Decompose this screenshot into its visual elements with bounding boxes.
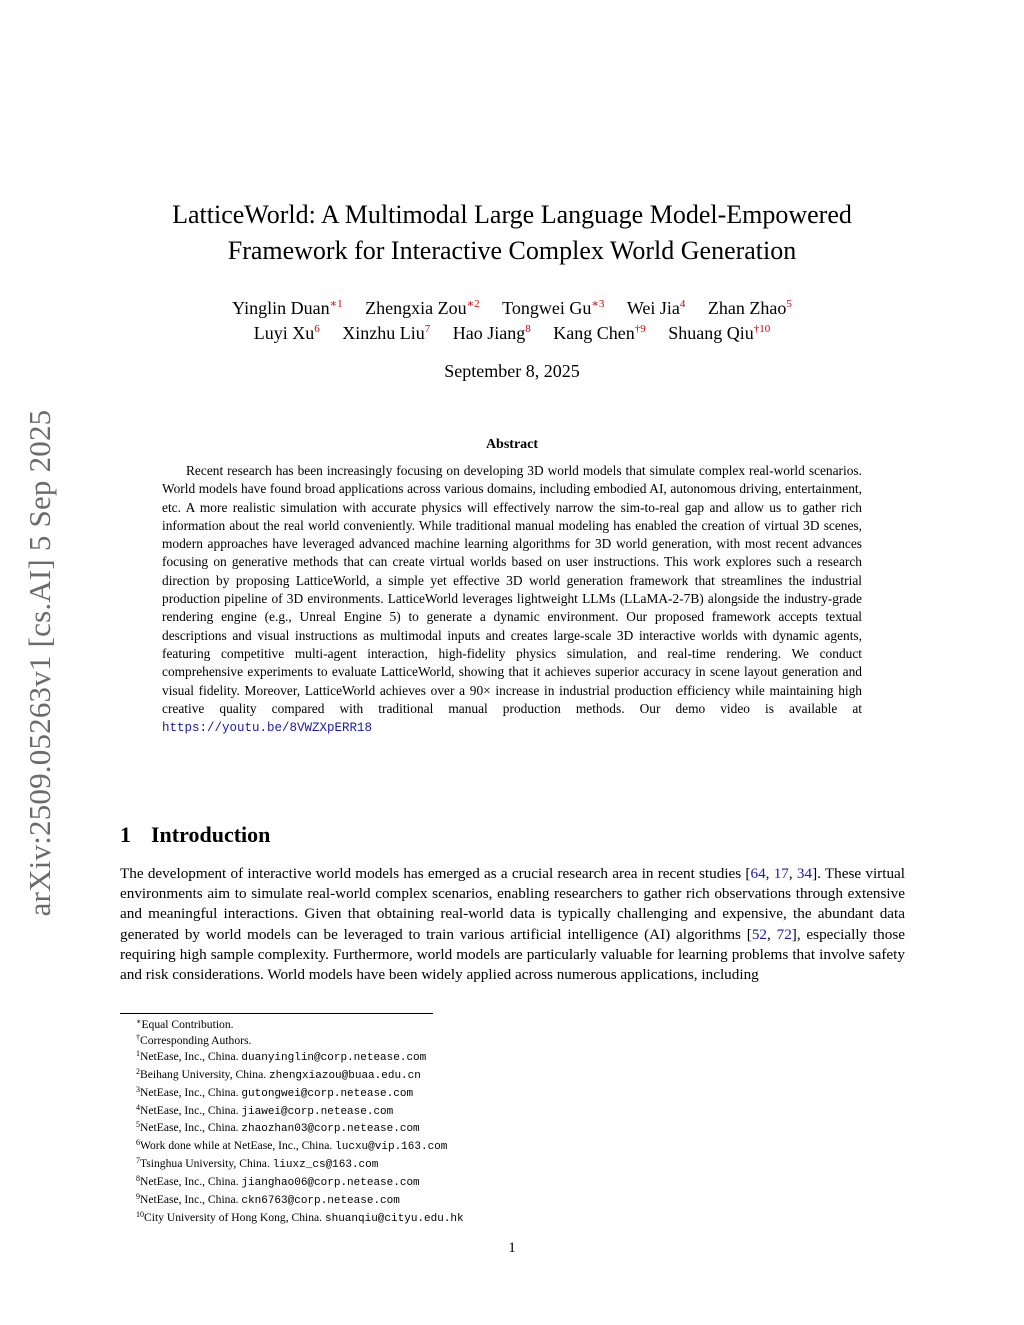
affiliation-mark[interactable]: 6 [314,323,320,335]
author-list [112,296,912,346]
citation-link[interactable]: 34 [796,865,813,882]
section-number: 1 [120,822,131,847]
intro-text: ]. These virtual environments aim to simulate real-world complex scenarios, enabling researchers to gather rich observations through extensive and meaningful interactions. Given that obtaining real-world data is typically challenging and expensive, the abundant data generated by world models can be leveraged to train various artificial intelligence (AI) algorithms [ [120,865,905,943]
author: Shuang Qiu$^{\dagger 10}$ [668,323,771,343]
publication-date: September 8, 2025 [444,361,580,381]
affiliation-mark[interactable]: ∗2 [466,298,480,310]
footnote: $^9$NetEase, Inc., China. ckn6763@corp.netease.com [136,1192,400,1208]
footnote-divider [120,1013,433,1014]
demo-video-link[interactable]: https://youtu.be/8VWZXpERR18 [162,721,373,736]
footnote: $^6$Work done while at NetEase, Inc., China. lucxu@vip.163.com [136,1138,448,1154]
paper-title [112,197,912,269]
paper-title-line-1: LatticeWorld: A Multimodal Large Language Model-Empowered [172,200,852,229]
footnote: ∗Equal Contribution. [136,1017,234,1031]
citation-link[interactable]: 64 [750,865,766,882]
footnote: $^{10}$City University of Hong Kong, China. shuanqiu@cityu.edu.hk [136,1209,464,1225]
footnote: $^5$NetEase, Inc., China. zhaozhan03@corp.netease.com [136,1120,420,1136]
section-heading [120,822,270,848]
author-email[interactable]: jiawei@corp.netease.com [241,1105,394,1118]
author: Yinglin Duan$^{∗1}$ [232,298,343,318]
author-email[interactable]: lucxu@vip.163.com [335,1141,448,1154]
author-email[interactable]: zhaozhan03@corp.netease.com [241,1123,420,1136]
author-email[interactable]: zhengxiazou@buaa.edu.cn [269,1069,421,1082]
affiliation-mark[interactable]: ∗1 [329,298,343,310]
author: Xinzhu Liu$^7$ [342,323,431,343]
affiliation-mark[interactable]: †10 [753,323,771,335]
footnote-list [136,1017,776,1228]
paper-title-line-2: Framework for Interactive Complex World Generation [227,236,797,265]
author-email[interactable]: ckn6763@corp.netease.com [241,1195,400,1208]
author: Zhan Zhao$^5$ [707,298,792,318]
affiliation-mark[interactable]: 7 [424,323,431,335]
footnote: $^7$Tsinghua University, China. liuxz_cs@163.com [136,1156,379,1172]
page-number: 1 [508,1240,516,1256]
author: Kang Chen$^{\dagger 9}$ [553,323,646,343]
section-title: Introduction [151,822,271,847]
abstract-text [162,462,862,737]
abstract-heading: Abstract [485,437,539,452]
affiliation-mark[interactable]: 4 [679,298,686,310]
affiliation-mark[interactable]: 5 [786,298,792,310]
footnote: $^3$NetEase, Inc., China. gutongwei@corp.netease.com [136,1084,414,1100]
footnote: $^1$NetEase, Inc., China. duanyinglin@corp.netease.com [136,1048,427,1064]
citation-link[interactable]: 72 [776,925,792,943]
citation-link[interactable]: 17 [773,865,789,882]
author-email[interactable]: jianghao06@corp.netease.com [241,1177,420,1190]
abstract-paragraph: Recent research has been increasingly focusing on developing 3D world models that simulate complex real-world scenarios. World models have found broad applications across various domains, including embodied AI, autonomous driving, entertainment, etc. A more realistic simulation with accurate physics will effectively narrow the sim-to-real gap and allow us to gather rich information about the real world conveniently. While traditional manual modeling has enabled the creation of virtual 3D scenes, modern approaches have leveraged advanced machine learning algorithms for 3D world generation, with most recent advances focusing on generative methods that can create virtual worlds based on user instructions. This work explores such a research direction by proposing LatticeWorld, a simple yet effective 3D world generation framework that streamlines the industrial production pipeline of 3D environments. LatticeWorld leverages lightweight LLMs (LLaMA-2-7B) alongside the industry-grade rendering engine (e.g., Unreal Engine 5) to generate a dynamic environment. Our proposed framework accepts textual descriptions and visual instructions as multimodal inputs and creates large-scale 3D interactive worlds with dynamic agents, featuring competitive multi-agent interaction, high-fidelity physics simulation, and real-time rendering. We conduct comprehensive experiments to evaluate LatticeWorld, showing that it achieves superior accuracy in scene layout generation and visual fidelity. Moreover, LatticeWorld achieves over a 90× increase in industrial production efficiency while maintaining high creative quality compared with traditional manual production methods. Our demo video is available at [162,463,862,716]
author: Zhengxia Zou$^{∗2}$ [365,298,480,318]
introduction-paragraph [120,864,905,985]
affiliation-mark[interactable]: 8 [525,323,531,335]
intro-text: The development of interactive world models has emerged as a crucial research area in recent studies [ [120,865,751,882]
footnote: $^4$NetEase, Inc., China. jiawei@corp.netease.com [136,1102,394,1118]
author-row-1 [112,296,912,321]
author-email[interactable]: gutongwei@corp.netease.com [241,1087,414,1100]
affiliation-mark[interactable]: ∗3 [591,298,605,310]
intro-text: , [767,925,777,943]
arxiv-identifier-stamp[interactable]: arXiv:2509.05263v1 [cs.AI] 5 Sep 2025 [22,409,57,917]
author-email[interactable]: shuanqiu@cityu.edu.hk [325,1212,464,1225]
author: Wei Jia$^4$ [626,298,686,318]
author: Tongwei Gu$^{∗3}$ [502,298,605,318]
intro-text: ], especially those requiring high sample complexity. Furthermore, world models are particularly valuable for learning problems that involve safety and risk considerations. World models have been widely applied across numerous applications, including [120,925,905,984]
footnote: $^8$NetEase, Inc., China. jianghao06@corp.netease.com [136,1174,420,1190]
citation-link[interactable]: 52 [751,925,767,943]
author-email[interactable]: liuxz_cs@163.com [272,1159,379,1172]
author: Luyi Xu$^6$ [253,323,320,343]
footnote: †Corresponding Authors. [136,1032,252,1047]
author-email[interactable]: duanyinglin@corp.netease.com [241,1051,427,1064]
affiliation-mark[interactable]: †9 [634,323,646,335]
footnote: $^2$Beihang University, China. zhengxiazou@buaa.edu.cn [136,1066,421,1082]
intro-text: , [788,865,797,882]
author-row-2 [112,321,912,346]
author: Hao Jiang$^8$ [452,323,531,343]
intro-text: , [765,865,774,882]
